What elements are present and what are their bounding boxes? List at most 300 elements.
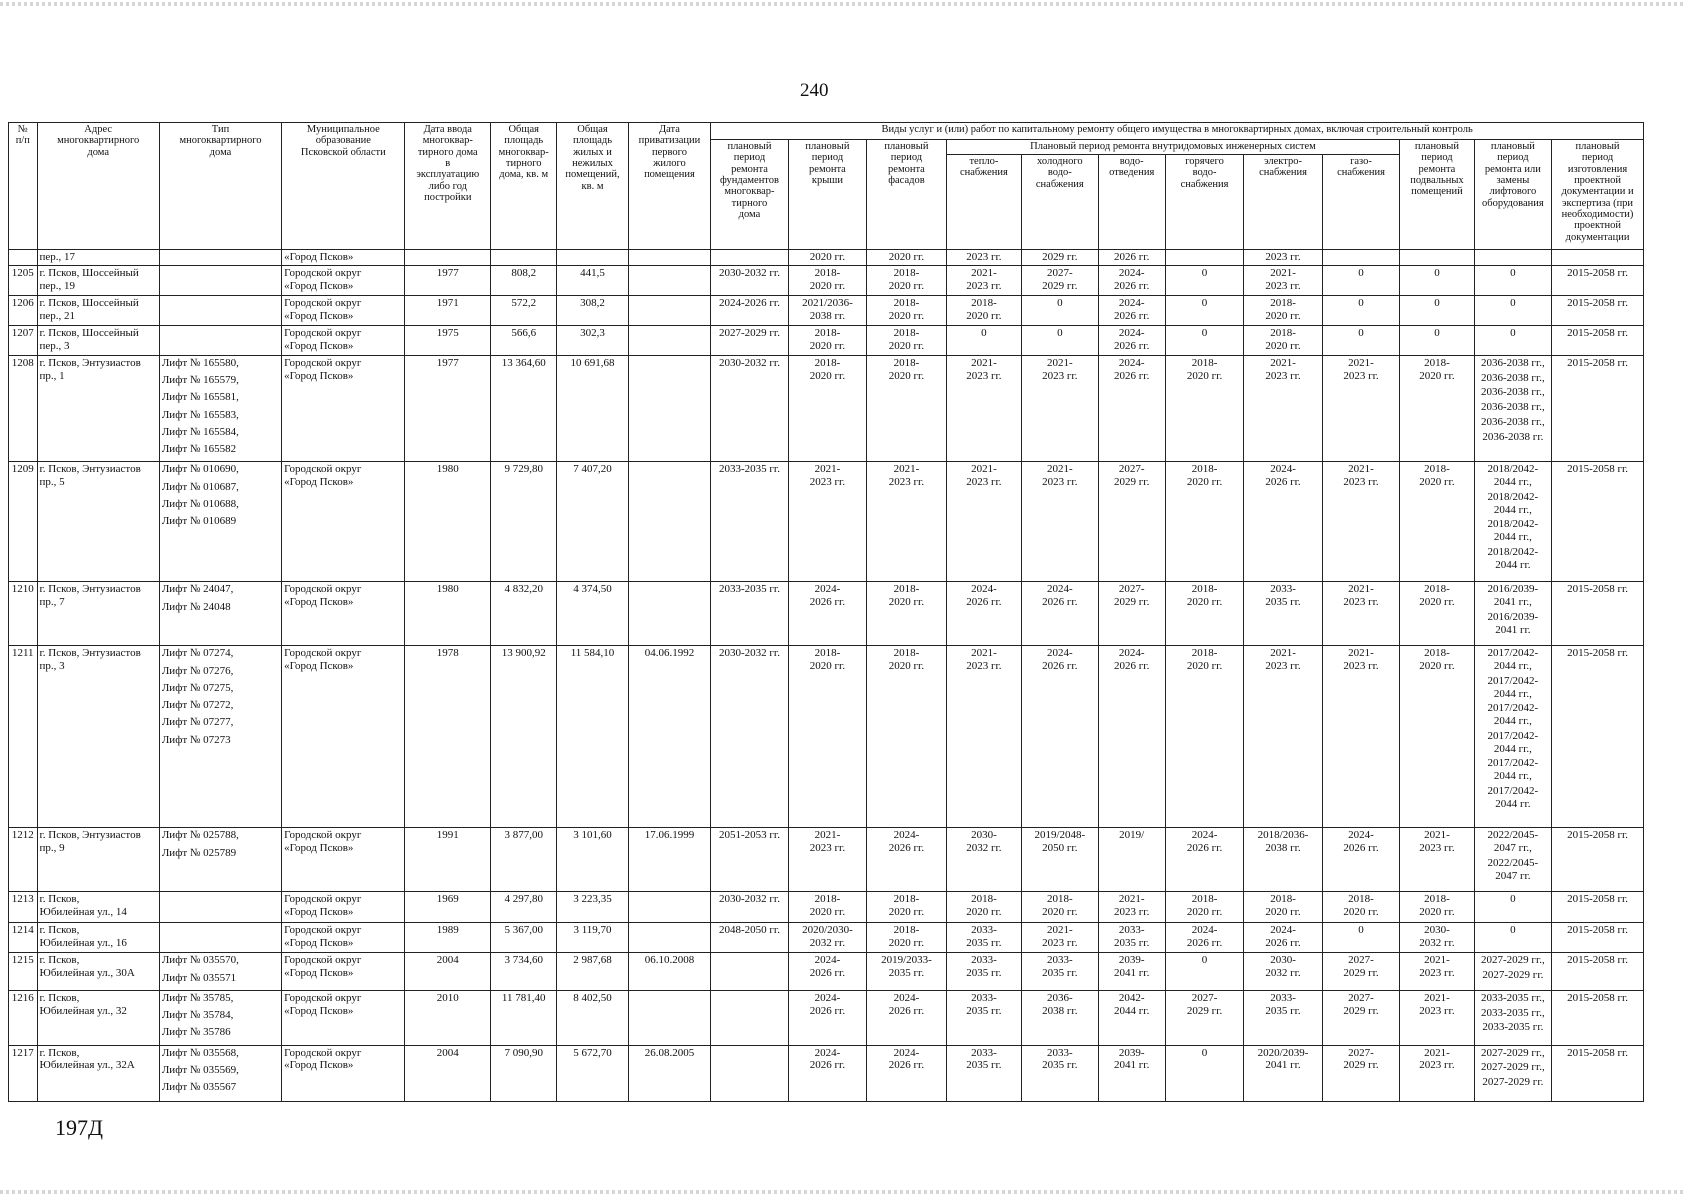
address-cell: г. Псков, Энтузиастов пр., 3: [37, 646, 159, 828]
design-period-cell: 2015-2058 гг.: [1552, 582, 1644, 646]
elevator-period-cell: [1474, 646, 1551, 828]
footer-code: 197Д: [55, 1115, 104, 1140]
table-row: [9, 892, 1644, 923]
heat-supply-period-cell: 2030- 2032 гг.: [946, 828, 1021, 892]
facade-period-cell: 2021- 2023 гг.: [867, 462, 947, 582]
elevator-list-cell: [159, 325, 281, 355]
address-cell: г. Псков, Шоссейный пер., 3: [37, 325, 159, 355]
electric-period-cell: 2021- 2023 гг.: [1244, 646, 1322, 828]
gas-supply-period-cell: 2027- 2029 гг.: [1322, 1045, 1399, 1101]
electric-period-cell: 2020/2039- 2041 гг.: [1244, 1045, 1322, 1101]
commission-year-cell: 1977: [405, 355, 491, 462]
residential-area-cell: 308,2: [557, 295, 628, 325]
privatization-date-cell: 04.06.1992: [628, 646, 711, 828]
elevator-period: 0: [1510, 326, 1516, 339]
heat-supply-period-cell: 2033- 2035 гг.: [946, 990, 1021, 1045]
roof-period-cell: 2021/2036- 2038 гг.: [788, 295, 866, 325]
elevator-period: 2027-2029 гг.,: [1481, 1061, 1545, 1074]
heat-supply-period-cell: 2021- 2023 гг.: [946, 265, 1021, 295]
table-row: [9, 355, 1644, 462]
header-gas: газо- снабжения: [1322, 155, 1399, 250]
page-number: 240: [800, 80, 829, 101]
elevator-period-cell: [1474, 250, 1551, 266]
elevator-id: Лифт № 010689: [161, 515, 237, 527]
privatization-date-cell: [628, 990, 711, 1045]
elevator-period: 0: [1510, 924, 1516, 937]
cold-water-period-cell: 2021- 2023 гг.: [1022, 923, 1098, 953]
sewer-period-cell: 2024- 2026 гг.: [1098, 265, 1165, 295]
row-number: [9, 250, 38, 266]
address-cell: г. Псков, Шоссейный пер., 21: [37, 295, 159, 325]
elevator-id: Лифт № 165580,: [161, 356, 239, 369]
header-total-area: Общая площадь многоквар- тирного дома, кв. м: [491, 123, 557, 250]
design-period-cell: 2015-2058 гг.: [1552, 265, 1644, 295]
address-cell: г. Псков, Юбилейная ул., 32: [37, 990, 159, 1045]
table-row: [9, 265, 1644, 295]
municipality-cell: Городской округ «Город Псков»: [282, 828, 405, 892]
electric-period-cell: 2018- 2020 гг.: [1244, 295, 1322, 325]
commission-year-cell: 1978: [405, 646, 491, 828]
privatization-date-cell: 06.10.2008: [628, 953, 711, 991]
foundation-period-cell: 2030-2032 гг.: [711, 892, 788, 923]
header-sewer: водо- отведения: [1098, 155, 1165, 250]
cold-water-period-cell: 2019/2048- 2050 гг.: [1022, 828, 1098, 892]
sewer-period-cell: 2042- 2044 гг.: [1098, 990, 1165, 1045]
address-cell: г. Псков, Энтузиастов пр., 9: [37, 828, 159, 892]
row-number: 1208: [9, 355, 38, 462]
hot-water-period-cell: [1165, 250, 1243, 266]
elevator-list-cell: [159, 828, 281, 892]
address-cell: г. Псков, Юбилейная ул., 32А: [37, 1045, 159, 1101]
elevator-period: 2017/2042- 2044 гг.: [1487, 784, 1539, 810]
header-commission: Дата ввода многоквар- тирного дома в эксплуатацию либо год постройки: [405, 123, 491, 250]
row-number: 1206: [9, 295, 38, 325]
electric-period-cell: 2021- 2023 гг.: [1244, 265, 1322, 295]
elevator-period: 2027-2029 гг.: [1482, 1076, 1544, 1088]
row-number: 1207: [9, 325, 38, 355]
row-number: 1213: [9, 892, 38, 923]
elevator-period: 2018/2042- 2044 гг.,: [1487, 490, 1539, 516]
commission-year-cell: 1977: [405, 265, 491, 295]
hot-water-period-cell: 2024- 2026 гг.: [1165, 923, 1243, 953]
elevator-list-cell: [159, 295, 281, 325]
row-number: 1210: [9, 582, 38, 646]
cold-water-period-cell: 2036- 2038 гг.: [1022, 990, 1098, 1045]
heat-supply-period-cell: 2033- 2035 гг.: [946, 1045, 1021, 1101]
electric-period-cell: 2018/2036- 2038 гг.: [1244, 828, 1322, 892]
roof-period-cell: 2024- 2026 гг.: [788, 1045, 866, 1101]
address-cell: пер., 17: [37, 250, 159, 266]
facade-period-cell: 2018- 2020 гг.: [867, 582, 947, 646]
electric-period-cell: 2018- 2020 гг.: [1244, 892, 1322, 923]
facade-period-cell: 2018- 2020 гг.: [867, 892, 947, 923]
heat-supply-period-cell: 2021- 2023 гг.: [946, 646, 1021, 828]
privatization-date-cell: [628, 892, 711, 923]
residential-area-cell: 2 987,68: [557, 953, 628, 991]
basement-period-cell: 0: [1400, 295, 1474, 325]
electric-period-cell: 2024- 2026 гг.: [1244, 462, 1322, 582]
table-row: [9, 325, 1644, 355]
elevator-period: 2036-2038 гг.,: [1481, 356, 1545, 369]
header-type: Тип многоквартирного дома: [159, 123, 281, 250]
basement-period-cell: 2018- 2020 гг.: [1400, 355, 1474, 462]
total-area-cell: 572,2: [491, 295, 557, 325]
municipality-cell: Городской округ «Город Псков»: [282, 923, 405, 953]
address-cell: г. Псков, Юбилейная ул., 30А: [37, 953, 159, 991]
table-row: [9, 582, 1644, 646]
heat-supply-period-cell: 2033- 2035 гг.: [946, 923, 1021, 953]
elevator-list-cell: [159, 953, 281, 991]
elevator-period-cell: [1474, 355, 1551, 462]
table-row: [9, 1045, 1644, 1101]
row-number: 1215: [9, 953, 38, 991]
address-cell: г. Псков, Юбилейная ул., 14: [37, 892, 159, 923]
header-privatization: Дата приватизации первого жилого помещения: [628, 123, 711, 250]
basement-period-cell: 2021- 2023 гг.: [1400, 828, 1474, 892]
elevator-period-cell: [1474, 295, 1551, 325]
foundation-period-cell: 2030-2032 гг.: [711, 355, 788, 462]
heat-supply-period-cell: 0: [946, 325, 1021, 355]
hot-water-period-cell: 2024- 2026 гг.: [1165, 828, 1243, 892]
elevator-period: 2016/2039- 2041 гг.,: [1487, 583, 1539, 608]
residential-area-cell: 3 101,60: [557, 828, 628, 892]
elevator-list-cell: [159, 646, 281, 828]
cold-water-period-cell: 0: [1022, 325, 1098, 355]
total-area-cell: 4 832,20: [491, 582, 557, 646]
elevator-period: 2017/2042- 2044 гг.,: [1487, 674, 1539, 700]
foundation-period-cell: [711, 990, 788, 1045]
foundation-period-cell: 2030-2032 гг.: [711, 646, 788, 828]
total-area-cell: 9 729,80: [491, 462, 557, 582]
capital-repair-table: [8, 122, 1644, 1102]
foundation-period-cell: 2033-2035 гг.: [711, 462, 788, 582]
municipality-cell: Городской округ «Город Псков»: [282, 265, 405, 295]
elevator-period-cell: [1474, 828, 1551, 892]
elevator-id: Лифт № 07276,: [161, 664, 234, 677]
basement-period-cell: [1400, 250, 1474, 266]
header-facade: плановый период ремонта фасадов: [867, 140, 947, 250]
basement-period-cell: 2021- 2023 гг.: [1400, 953, 1474, 991]
address-cell: г. Псков, Энтузиастов пр., 1: [37, 355, 159, 462]
basement-period-cell: 0: [1400, 265, 1474, 295]
municipality-cell: Городской округ «Город Псков»: [282, 1045, 405, 1101]
sewer-period-cell: 2024- 2026 гг.: [1098, 295, 1165, 325]
foundation-period-cell: 2027-2029 гг.: [711, 325, 788, 355]
elevator-period: 2033-2035 гг.,: [1481, 1006, 1545, 1019]
gas-supply-period-cell: 0: [1322, 295, 1399, 325]
cold-water-period-cell: 2024- 2026 гг.: [1022, 646, 1098, 828]
commission-year-cell: [405, 250, 491, 266]
roof-period-cell: 2020/2030- 2032 гг.: [788, 923, 866, 953]
elevator-id: Лифт № 24047,: [161, 583, 234, 596]
design-period-cell: 2015-2058 гг.: [1552, 1045, 1644, 1101]
basement-period-cell: 2018- 2020 гг.: [1400, 892, 1474, 923]
total-area-cell: 5 367,00: [491, 923, 557, 953]
cold-water-period-cell: 2033- 2035 гг.: [1022, 1045, 1098, 1101]
scan-bottom-edge: [0, 1190, 1686, 1194]
foundation-period-cell: 2024-2026 гг.: [711, 295, 788, 325]
total-area-cell: 4 297,80: [491, 892, 557, 923]
elevator-id: Лифт № 35786: [161, 1026, 231, 1039]
residential-area-cell: [557, 250, 628, 266]
design-period-cell: 2015-2058 гг.: [1552, 953, 1644, 991]
header-foundation: плановый период ремонта фундаментов многоквар- тирного дома: [711, 140, 788, 250]
privatization-date-cell: [628, 250, 711, 266]
elevator-list-cell: [159, 250, 281, 266]
sewer-period-cell: 2024- 2026 гг.: [1098, 325, 1165, 355]
header-electric: электро- снабжения: [1244, 155, 1322, 250]
row-number: 1209: [9, 462, 38, 582]
elevator-id: Лифт № 165581,: [161, 391, 239, 404]
sewer-period-cell: 2019/: [1098, 828, 1165, 892]
privatization-date-cell: 17.06.1999: [628, 828, 711, 892]
elevator-period: 2027-2029 гг.,: [1481, 1046, 1545, 1059]
commission-year-cell: 2004: [405, 1045, 491, 1101]
elevator-list-cell: [159, 265, 281, 295]
roof-period-cell: 2018- 2020 гг.: [788, 892, 866, 923]
elevator-period: 2036-2038 гг.: [1482, 430, 1544, 443]
foundation-period-cell: [711, 953, 788, 991]
total-area-cell: 566,6: [491, 325, 557, 355]
electric-period-cell: 2023 гг.: [1244, 250, 1322, 266]
header-hot-water: горячего водо- снабжения: [1165, 155, 1243, 250]
commission-year-cell: 1980: [405, 462, 491, 582]
sewer-period-cell: 2024- 2026 гг.: [1098, 355, 1165, 462]
electric-period-cell: 2033- 2035 гг.: [1244, 990, 1322, 1045]
heat-supply-period-cell: 2024- 2026 гг.: [946, 582, 1021, 646]
elevator-id: Лифт № 010688,: [161, 497, 239, 510]
elevator-period: 2036-2038 гг.,: [1481, 415, 1545, 428]
municipality-cell: Городской округ «Город Псков»: [282, 582, 405, 646]
gas-supply-period-cell: 2024- 2026 гг.: [1322, 828, 1399, 892]
municipality-cell: Городской округ «Город Псков»: [282, 990, 405, 1045]
municipality-cell: «Город Псков»: [282, 250, 405, 266]
elevator-list-cell: [159, 1045, 281, 1101]
elevator-period: 2033-2035 гг.,: [1481, 991, 1545, 1004]
commission-year-cell: 1991: [405, 828, 491, 892]
total-area-cell: 3 877,00: [491, 828, 557, 892]
header-design: плановый период изготовления проектной документации и экспертиза (при необходимости) проектной документации: [1552, 140, 1644, 250]
elevator-list-cell: [159, 462, 281, 582]
municipality-cell: Городской округ «Город Псков»: [282, 462, 405, 582]
hot-water-period-cell: 2018- 2020 гг.: [1165, 892, 1243, 923]
basement-period-cell: 0: [1400, 325, 1474, 355]
design-period-cell: [1552, 250, 1644, 266]
facade-period-cell: 2019/2033- 2035 гг.: [867, 953, 947, 991]
address-cell: г. Псков, Энтузиастов пр., 5: [37, 462, 159, 582]
heat-supply-period-cell: 2033- 2035 гг.: [946, 953, 1021, 991]
header-basement: плановый период ремонта подвальных помещений: [1400, 140, 1474, 250]
facade-period-cell: 2018- 2020 гг.: [867, 265, 947, 295]
elevator-period: 2022/2045- 2047 гг.,: [1487, 829, 1539, 854]
facade-period-cell: 2018- 2020 гг.: [867, 295, 947, 325]
hot-water-period-cell: 2027- 2029 гг.: [1165, 990, 1243, 1045]
design-period-cell: 2015-2058 гг.: [1552, 646, 1644, 828]
elevator-id: Лифт № 035570,: [161, 954, 239, 967]
header-systems-group: Плановый период ремонта внутридомовых инженерных систем: [946, 140, 1400, 155]
elevator-id: Лифт № 035567: [161, 1081, 237, 1093]
foundation-period-cell: 2051-2053 гг.: [711, 828, 788, 892]
electric-period-cell: 2024- 2026 гг.: [1244, 923, 1322, 953]
elevator-id: Лифт № 165584,: [161, 425, 239, 438]
roof-period-cell: 2018- 2020 гг.: [788, 355, 866, 462]
cold-water-period-cell: 2027- 2029 гг.: [1022, 265, 1098, 295]
cold-water-period-cell: 2021- 2023 гг.: [1022, 355, 1098, 462]
basement-period-cell: 2021- 2023 гг.: [1400, 990, 1474, 1045]
cold-water-period-cell: 2029 гг.: [1022, 250, 1098, 266]
elevator-period-cell: [1474, 325, 1551, 355]
municipality-cell: Городской округ «Город Псков»: [282, 295, 405, 325]
privatization-date-cell: 26.08.2005: [628, 1045, 711, 1101]
facade-period-cell: 2024- 2026 гг.: [867, 1045, 947, 1101]
residential-area-cell: 3 223,35: [557, 892, 628, 923]
elevator-period: 0: [1510, 893, 1516, 906]
design-period-cell: 2015-2058 гг.: [1552, 923, 1644, 953]
hot-water-period-cell: 0: [1165, 265, 1243, 295]
roof-period-cell: 2024- 2026 гг.: [788, 990, 866, 1045]
commission-year-cell: 1980: [405, 582, 491, 646]
elevator-period: 2036-2038 гг.,: [1481, 386, 1545, 399]
elevator-period: 2016/2039- 2041 гг.: [1487, 610, 1539, 636]
foundation-period-cell: [711, 1045, 788, 1101]
row-number: 1217: [9, 1045, 38, 1101]
electric-period-cell: 2018- 2020 гг.: [1244, 325, 1322, 355]
header-address: Адрес многоквартирного дома: [37, 123, 159, 250]
cold-water-period-cell: 2033- 2035 гг.: [1022, 953, 1098, 991]
sewer-period-cell: 2024- 2026 гг.: [1098, 646, 1165, 828]
sewer-period-cell: 2027- 2029 гг.: [1098, 582, 1165, 646]
basement-period-cell: 2021- 2023 гг.: [1400, 1045, 1474, 1101]
roof-period-cell: 2024- 2026 гг.: [788, 582, 866, 646]
elevator-period-cell: [1474, 953, 1551, 991]
foundation-period-cell: [711, 250, 788, 266]
privatization-date-cell: [628, 265, 711, 295]
elevator-id: Лифт № 35785,: [161, 991, 234, 1004]
facade-period-cell: 2024- 2026 гг.: [867, 828, 947, 892]
table-body: [9, 250, 1644, 1102]
header-heat: тепло- снабжения: [946, 155, 1021, 250]
facade-period-cell: 2024- 2026 гг.: [867, 990, 947, 1045]
privatization-date-cell: [628, 923, 711, 953]
elevator-period-cell: [1474, 582, 1551, 646]
privatization-date-cell: [628, 325, 711, 355]
elevator-list-cell: [159, 990, 281, 1045]
municipality-cell: Городской округ «Город Псков»: [282, 646, 405, 828]
header-res-area: Общая площадь жилых и нежилых помещений, кв. м: [557, 123, 628, 250]
table-row: [9, 923, 1644, 953]
elevator-id: Лифт № 07273: [161, 733, 231, 746]
design-period-cell: 2015-2058 гг.: [1552, 990, 1644, 1045]
heat-supply-period-cell: 2021- 2023 гг.: [946, 462, 1021, 582]
foundation-period-cell: 2030-2032 гг.: [711, 265, 788, 295]
basement-period-cell: 2030- 2032 гг.: [1400, 923, 1474, 953]
elevator-list-cell: [159, 355, 281, 462]
hot-water-period-cell: 2018- 2020 гг.: [1165, 355, 1243, 462]
total-area-cell: 13 364,60: [491, 355, 557, 462]
hot-water-period-cell: 2018- 2020 гг.: [1165, 582, 1243, 646]
roof-period-cell: 2024- 2026 гг.: [788, 953, 866, 991]
total-area-cell: 808,2: [491, 265, 557, 295]
total-area-cell: 3 734,60: [491, 953, 557, 991]
elevator-id: Лифт № 165582: [161, 443, 237, 455]
elevator-id: Лифт № 07277,: [161, 716, 234, 729]
hot-water-period-cell: 2018- 2020 гг.: [1165, 646, 1243, 828]
design-period-cell: 2015-2058 гг.: [1552, 462, 1644, 582]
roof-period-cell: 2021- 2023 гг.: [788, 462, 866, 582]
facade-period-cell: 2018- 2020 гг.: [867, 646, 947, 828]
hot-water-period-cell: 2018- 2020 гг.: [1165, 462, 1243, 582]
row-number: 1212: [9, 828, 38, 892]
cold-water-period-cell: 2024- 2026 гг.: [1022, 582, 1098, 646]
elevator-period-cell: [1474, 990, 1551, 1045]
residential-area-cell: 8 402,50: [557, 990, 628, 1045]
table-row: [9, 953, 1644, 991]
row-number: 1205: [9, 265, 38, 295]
elevator-id: Лифт № 07272,: [161, 699, 234, 711]
gas-supply-period-cell: 2021- 2023 гг.: [1322, 462, 1399, 582]
elevator-list-cell: [159, 923, 281, 953]
facade-period-cell: 2018- 2020 гг.: [867, 355, 947, 462]
elevator-period: 2027-2029 гг.,: [1481, 954, 1545, 967]
header-municipality: Муниципальное образование Псковской области: [282, 123, 405, 250]
sewer-period-cell: 2039- 2041 гг.: [1098, 1045, 1165, 1101]
municipality-cell: Городской округ «Город Псков»: [282, 953, 405, 991]
commission-year-cell: 2010: [405, 990, 491, 1045]
sewer-period-cell: 2021- 2023 гг.: [1098, 892, 1165, 923]
facade-period-cell: 2018- 2020 гг.: [867, 923, 947, 953]
elevator-period: 2036-2038 гг.,: [1481, 371, 1545, 384]
municipality-cell: Городской округ «Город Псков»: [282, 325, 405, 355]
elevator-id: Лифт № 165583,: [161, 408, 239, 421]
elevator-period: 0: [1510, 296, 1516, 309]
total-area-cell: 11 781,40: [491, 990, 557, 1045]
residential-area-cell: 11 584,10: [557, 646, 628, 828]
gas-supply-period-cell: 0: [1322, 325, 1399, 355]
commission-year-cell: 1971: [405, 295, 491, 325]
row-number: 1214: [9, 923, 38, 953]
heat-supply-period-cell: 2018- 2020 гг.: [946, 295, 1021, 325]
gas-supply-period-cell: 2027- 2029 гг.: [1322, 990, 1399, 1045]
heat-supply-period-cell: 2023 гг.: [946, 250, 1021, 266]
commission-year-cell: 2004: [405, 953, 491, 991]
elevator-id: Лифт № 010687,: [161, 480, 239, 493]
cold-water-period-cell: 2018- 2020 гг.: [1022, 892, 1098, 923]
elevator-id: Лифт № 035568,: [161, 1046, 239, 1059]
table-row: [9, 646, 1644, 828]
basement-period-cell: 2018- 2020 гг.: [1400, 462, 1474, 582]
residential-area-cell: 7 407,20: [557, 462, 628, 582]
residential-area-cell: 10 691,68: [557, 355, 628, 462]
table-row: [9, 828, 1644, 892]
cold-water-period-cell: 0: [1022, 295, 1098, 325]
design-period-cell: 2015-2058 гг.: [1552, 355, 1644, 462]
electric-period-cell: 2033- 2035 гг.: [1244, 582, 1322, 646]
address-cell: г. Псков, Шоссейный пер., 19: [37, 265, 159, 295]
elevator-id: Лифт № 35784,: [161, 1009, 234, 1021]
roof-period-cell: 2018- 2020 гг.: [788, 265, 866, 295]
gas-supply-period-cell: 2018- 2020 гг.: [1322, 892, 1399, 923]
elevator-id: Лифт № 24048: [161, 600, 231, 613]
elevator-period-cell: [1474, 1045, 1551, 1101]
gas-supply-period-cell: 0: [1322, 923, 1399, 953]
hot-water-period-cell: 0: [1165, 953, 1243, 991]
address-cell: г. Псков, Энтузиастов пр., 7: [37, 582, 159, 646]
facade-period-cell: 2018- 2020 гг.: [867, 325, 947, 355]
elevator-id: Лифт № 010690,: [161, 463, 239, 476]
residential-area-cell: 5 672,70: [557, 1045, 628, 1101]
table-row: [9, 295, 1644, 325]
elevator-period: 0: [1510, 266, 1516, 279]
